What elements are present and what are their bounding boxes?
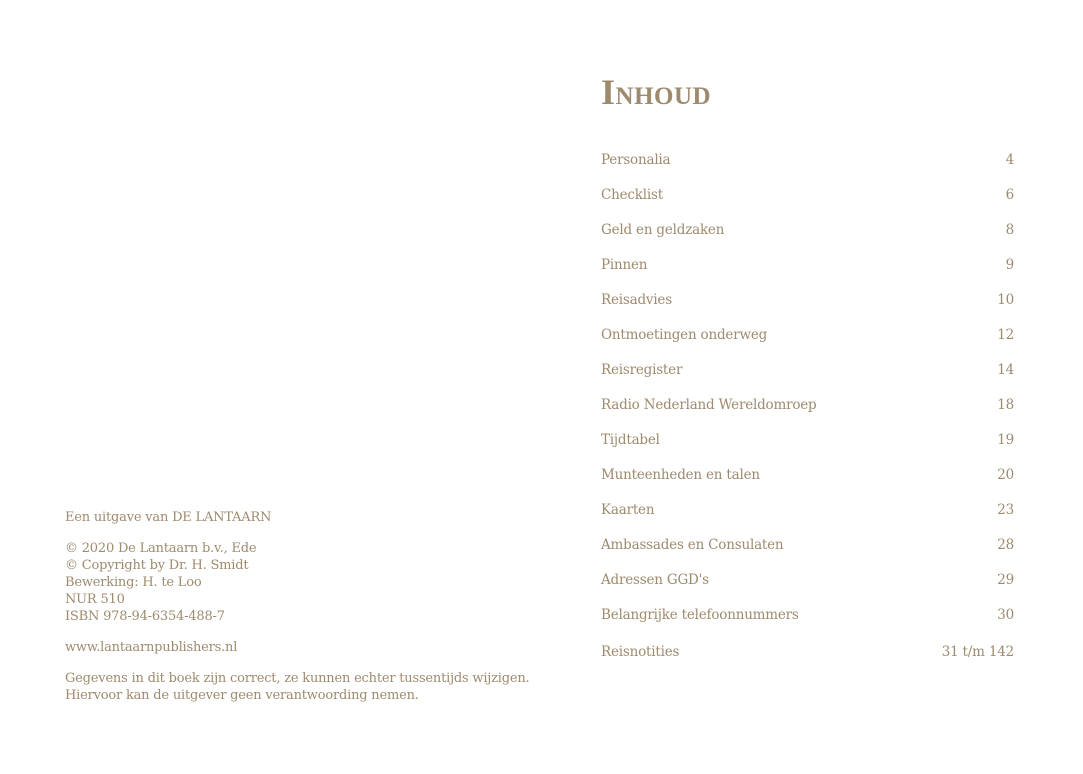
toc-entry-label: Personalia — [601, 152, 671, 168]
toc-entry — [601, 152, 1014, 187]
isbn-line: ISBN 978-94-6354-488-7 — [65, 609, 225, 624]
toc-entry — [601, 292, 1014, 327]
toc-entry-label: Adressen GGD's — [601, 572, 709, 588]
toc-entry-page: 30 — [997, 607, 1014, 623]
disclaimer-line: Gegevens in dit boek zijn correct, ze kunnen echter tussentijds wijzigen. — [65, 671, 530, 686]
toc-entry — [601, 432, 1014, 467]
toc-entry-label: Radio Nederland Wereldomroep — [601, 397, 817, 413]
nur-line: NUR 510 — [65, 592, 125, 607]
copyright-author-line: © Copyright by Dr. H. Smidt — [65, 558, 249, 573]
toc-entry-page: 20 — [997, 467, 1014, 483]
toc-entry-page: 19 — [997, 432, 1014, 448]
toc-entry — [601, 362, 1014, 397]
toc-entry-label: Checklist — [601, 187, 663, 203]
publisher-line: Een uitgave van DE LANTAARN — [65, 510, 272, 525]
contents-title: Inhoud — [601, 72, 712, 112]
toc-entry-label: Reisregister — [601, 362, 683, 378]
toc-entry — [601, 222, 1014, 257]
toc-entry-page: 29 — [997, 572, 1014, 588]
toc-entry-label: Geld en geldzaken — [601, 222, 725, 238]
toc-entry — [601, 572, 1014, 607]
toc-entry-page: 6 — [1005, 187, 1014, 203]
toc-entry — [601, 187, 1014, 222]
toc-entry — [601, 644, 1014, 679]
toc-entry-label: Belangrijke telefoonnummers — [601, 607, 799, 623]
toc-entry-label: Pinnen — [601, 257, 648, 273]
contents-list — [601, 152, 1014, 679]
toc-entry-page: 23 — [997, 502, 1014, 518]
toc-entry-page: 31 t/m 142 — [941, 644, 1014, 660]
toc-entry-page: 10 — [997, 292, 1014, 308]
toc-entry-label: Reisnotities — [601, 644, 680, 660]
toc-entry-page: 28 — [997, 537, 1014, 553]
disclaimer-block — [65, 670, 530, 704]
toc-entry-page: 12 — [997, 327, 1014, 343]
copyright-block — [65, 540, 525, 625]
disclaimer-line: Hiervoor kan de uitgever geen verantwoording nemen. — [65, 688, 419, 703]
table-of-contents — [601, 72, 1014, 679]
toc-entry-page: 8 — [1005, 222, 1014, 238]
toc-entry — [601, 397, 1014, 432]
website-line: www.lantaarnpublishers.nl — [65, 640, 238, 655]
toc-entry-page: 14 — [997, 362, 1014, 378]
toc-entry-label: Tijdtabel — [601, 432, 660, 448]
toc-entry — [601, 257, 1014, 292]
toc-entry — [601, 502, 1014, 537]
imprint-section — [65, 509, 530, 704]
toc-entry-page: 18 — [997, 397, 1014, 413]
toc-entry-label: Ontmoetingen onderweg — [601, 327, 768, 343]
toc-entry — [601, 467, 1014, 502]
editor-line: Bewerking: H. te Loo — [65, 575, 202, 590]
copyright-line: © 2020 De Lantaarn b.v., Ede — [65, 541, 257, 556]
toc-entry-label: Ambassades en Consulaten — [601, 537, 784, 553]
toc-entry-label: Reisadvies — [601, 292, 672, 308]
toc-entry-page: 4 — [1005, 152, 1014, 168]
toc-entry — [601, 327, 1014, 362]
toc-entry-page: 9 — [1005, 257, 1014, 273]
toc-entry — [601, 607, 1014, 642]
toc-entry — [601, 537, 1014, 572]
toc-entry-label: Munteenheden en talen — [601, 467, 760, 483]
toc-entry-label: Kaarten — [601, 502, 655, 518]
